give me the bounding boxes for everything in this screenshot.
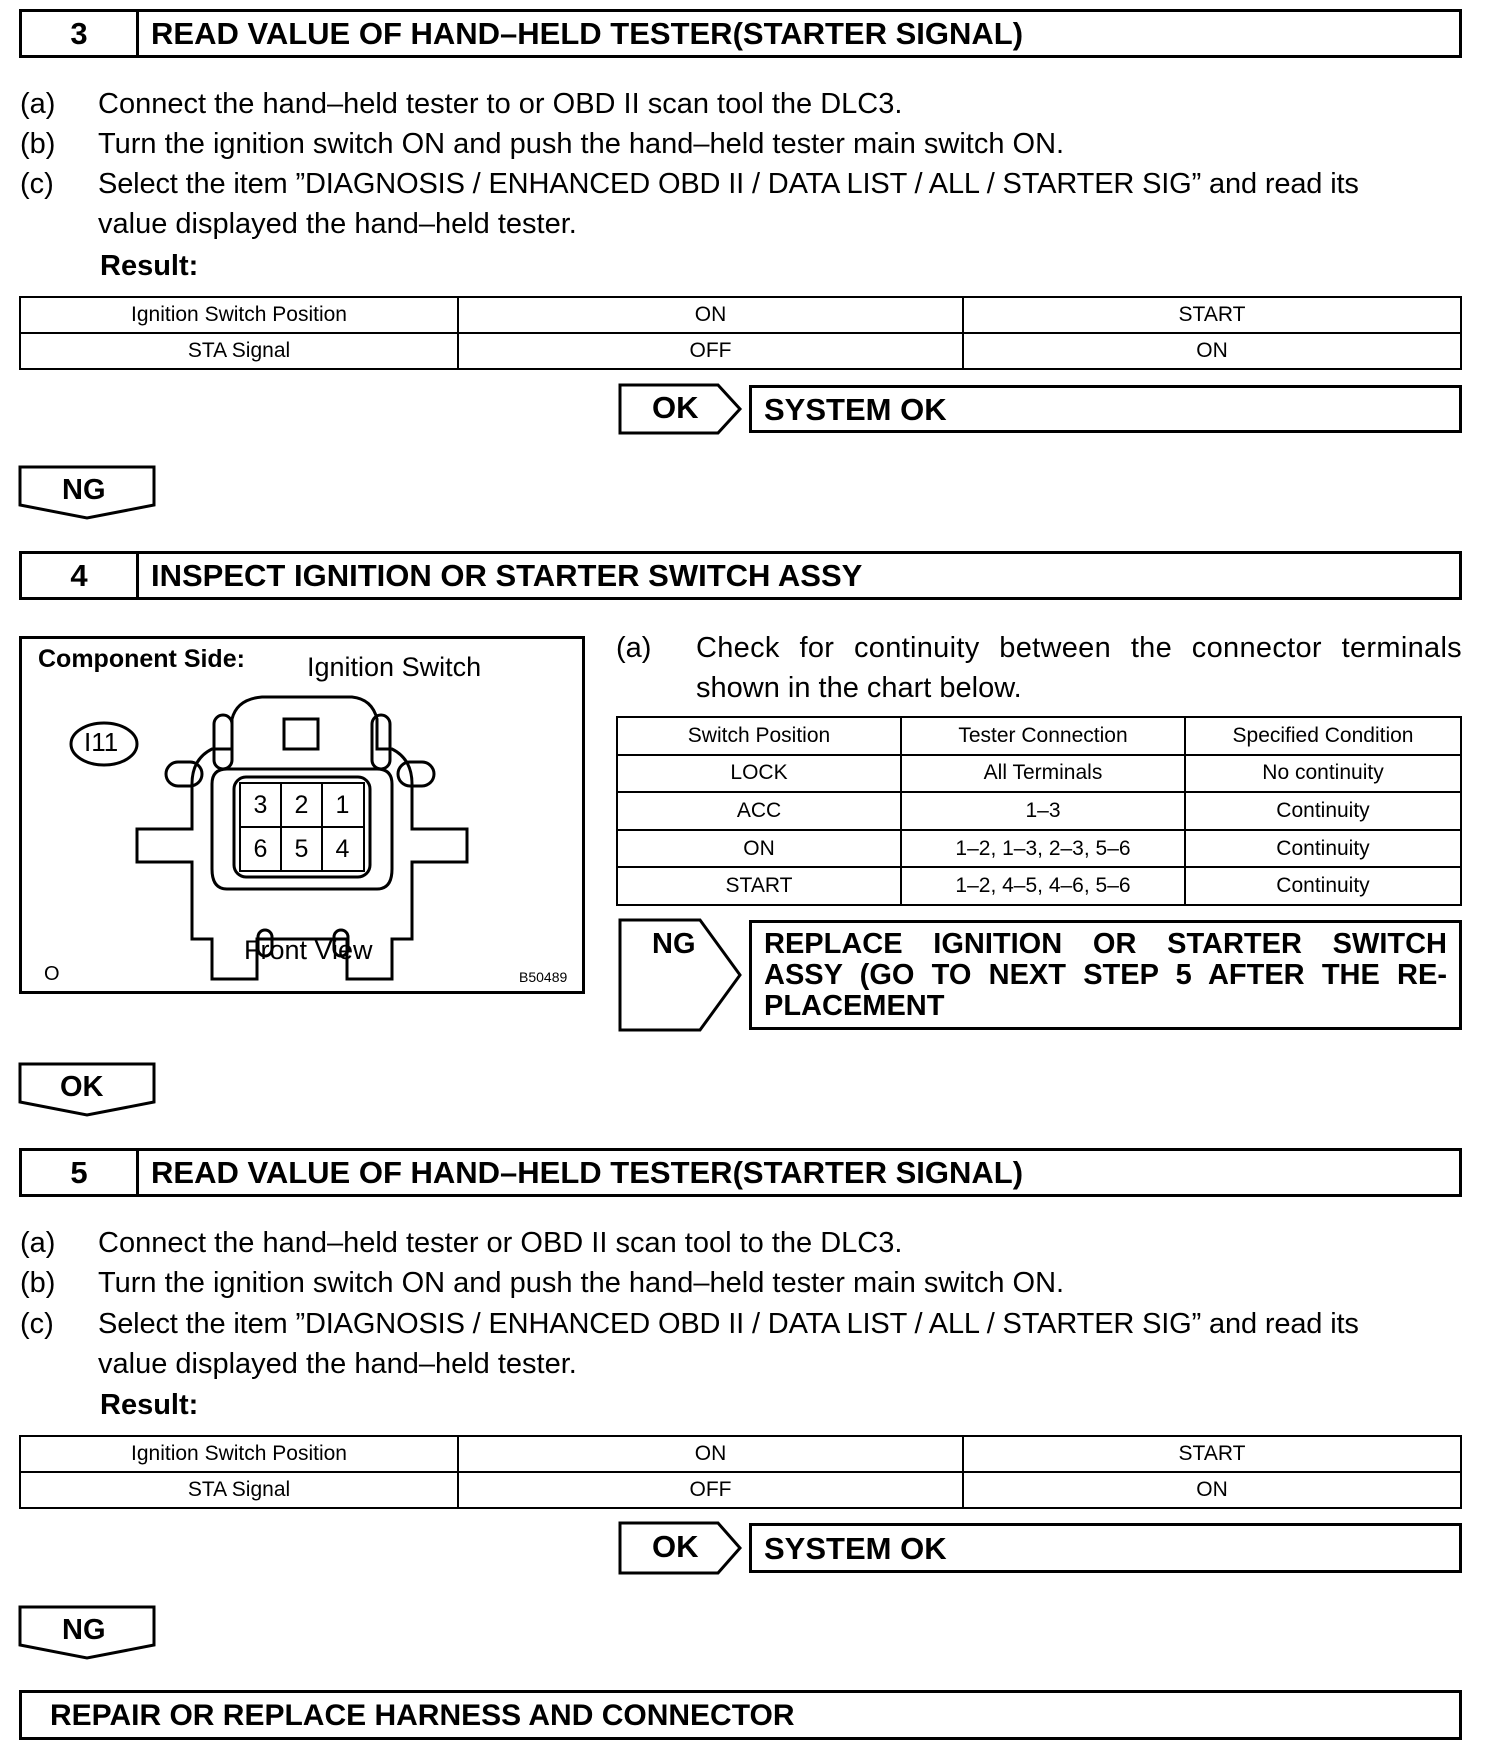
connector-id: I11 xyxy=(84,727,119,757)
step-title: READ VALUE OF HAND–HELD TESTER(STARTER SIGNAL) xyxy=(151,15,1024,51)
pin-grid xyxy=(240,783,364,871)
ng-label: NG xyxy=(652,928,696,960)
cell: Ignition Switch Position xyxy=(20,1436,458,1472)
step-text: Connect the hand–held tester or OBD II scan tool to the DLC3. xyxy=(98,1227,903,1259)
ok-result-box: SYSTEM OK xyxy=(749,1523,1462,1573)
ignition-switch-label: Ignition Switch xyxy=(307,652,482,682)
cell: ON xyxy=(617,830,901,868)
step-number: 3 xyxy=(22,12,139,55)
cell: ON xyxy=(963,333,1461,369)
step-label: (b) xyxy=(20,128,56,160)
column-header: Specified Condition xyxy=(1185,717,1461,755)
figure-code: B50489 xyxy=(519,969,568,985)
step-label: (a) xyxy=(20,1227,56,1259)
result-table xyxy=(19,296,1462,370)
connector-diagram xyxy=(19,636,585,994)
cell: OFF xyxy=(458,333,963,369)
step-title: READ VALUE OF HAND–HELD TESTER(STARTER SIGNAL) xyxy=(151,1154,1024,1190)
cell: All Terminals xyxy=(901,755,1185,793)
cell: ON xyxy=(458,1436,963,1472)
step-text: Select the item ”DIAGNOSIS / ENHANCED OBD II / DATA LIST / ALL / STARTER SIG” and read its xyxy=(98,168,1359,200)
table-row xyxy=(617,792,1461,830)
step-text-cont: shown in the chart below. xyxy=(696,672,1022,704)
cell: No continuity xyxy=(1185,755,1461,793)
cell: ON xyxy=(963,1472,1461,1508)
front-view-label: Front View xyxy=(244,935,373,965)
step-label: (c) xyxy=(20,168,54,200)
step-3-header xyxy=(19,9,1462,58)
corner-mark: O xyxy=(44,963,60,985)
component-side-label: Component Side: xyxy=(38,645,245,673)
ok-label: OK xyxy=(652,1529,699,1564)
cell: 1–2, 1–3, 2–3, 5–6 xyxy=(901,830,1185,868)
step-text-cont: value displayed the hand–held tester. xyxy=(98,1348,577,1380)
pin: 5 xyxy=(294,835,309,863)
step-text-cont: value displayed the hand–held tester. xyxy=(98,208,577,240)
result-table xyxy=(19,1435,1462,1509)
ng-result-line: ASSY (GO TO NEXT STEP 5 AFTER THE RE- xyxy=(764,959,1447,991)
table-row xyxy=(617,755,1461,793)
table-row xyxy=(617,830,1461,868)
step-text: Connect the hand–held tester to or OBD II scan tool the DLC3. xyxy=(98,88,903,120)
cell: STA Signal xyxy=(20,333,458,369)
ng-result-box xyxy=(749,920,1462,1030)
result-label: Result: xyxy=(100,1389,199,1421)
cell: ACC xyxy=(617,792,901,830)
pin: 2 xyxy=(294,791,309,819)
step-number: 4 xyxy=(22,554,139,597)
pin: 4 xyxy=(335,835,350,863)
table-header-row xyxy=(617,717,1461,755)
cell: OFF xyxy=(458,1472,963,1508)
cell: Continuity xyxy=(1185,867,1461,905)
pin: 3 xyxy=(253,791,268,819)
table-row xyxy=(20,297,1461,333)
ok-label: OK xyxy=(652,390,699,425)
column-header: Switch Position xyxy=(617,717,901,755)
table-row xyxy=(20,1436,1461,1472)
result-label: Result: xyxy=(100,250,199,282)
final-action-box: REPAIR OR REPLACE HARNESS AND CONNECTOR xyxy=(19,1690,1462,1740)
ok-result-box: SYSTEM OK xyxy=(749,385,1462,433)
cell: LOCK xyxy=(617,755,901,793)
step-text: Check for continuity between the connector terminals xyxy=(696,632,1462,664)
ng-result-line: PLACEMENT xyxy=(764,990,945,1022)
continuity-table xyxy=(616,716,1462,906)
table-row xyxy=(617,867,1461,905)
cell: ON xyxy=(458,297,963,333)
cell: START xyxy=(963,297,1461,333)
ng-label: NG xyxy=(62,474,106,506)
step-number: 5 xyxy=(22,1151,139,1194)
cell: START xyxy=(617,867,901,905)
step-text: Turn the ignition switch ON and push the hand–held tester main switch ON. xyxy=(98,1267,1065,1299)
cell: Continuity xyxy=(1185,792,1461,830)
step-label: (c) xyxy=(20,1308,54,1340)
step-label: (a) xyxy=(616,632,652,664)
column-header: Tester Connection xyxy=(901,717,1185,755)
pin: 6 xyxy=(253,835,268,863)
ok-label: OK xyxy=(60,1071,104,1103)
cell: Continuity xyxy=(1185,830,1461,868)
step-label: (a) xyxy=(20,88,56,120)
cell: STA Signal xyxy=(20,1472,458,1508)
pin: 1 xyxy=(335,791,350,819)
step-label: (b) xyxy=(20,1267,56,1299)
cell: START xyxy=(963,1436,1461,1472)
table-row xyxy=(20,333,1461,369)
step-5-header xyxy=(19,1148,1462,1197)
ng-label: NG xyxy=(62,1614,106,1646)
cell: Ignition Switch Position xyxy=(20,297,458,333)
table-row xyxy=(20,1472,1461,1508)
cell: 1–2, 4–5, 4–6, 5–6 xyxy=(901,867,1185,905)
step-text: Turn the ignition switch ON and push the hand–held tester main switch ON. xyxy=(98,128,1065,160)
step-text: Select the item ”DIAGNOSIS / ENHANCED OBD II / DATA LIST / ALL / STARTER SIG” and read its xyxy=(98,1308,1359,1340)
step-4-header xyxy=(19,551,1462,600)
ng-result-line: REPLACE IGNITION OR STARTER SWITCH xyxy=(764,928,1447,960)
cell: 1–3 xyxy=(901,792,1185,830)
step-title: INSPECT IGNITION OR STARTER SWITCH ASSY xyxy=(151,557,863,593)
